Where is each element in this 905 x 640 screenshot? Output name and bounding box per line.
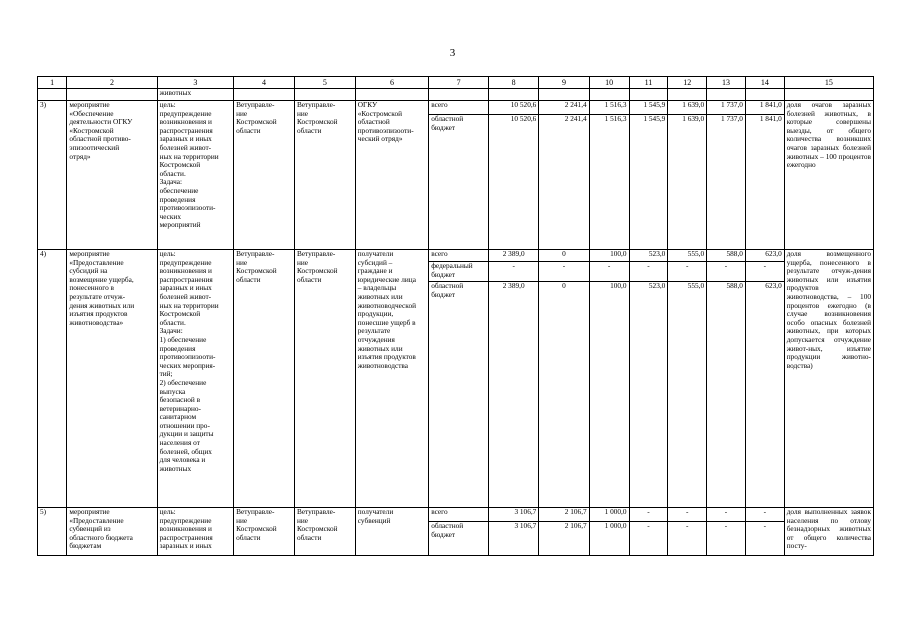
measure-cell: мероприятие «Обеспечение деятельности ОГКУ «Костромской областной противо- эпизоотический отряд»	[67, 101, 157, 250]
responsible-cell: Ветуправле- ние Костромской области	[234, 250, 295, 508]
value-cell: -	[707, 508, 746, 522]
funding-source: федеральный бюджет	[429, 262, 489, 282]
header-cell: 10	[589, 77, 629, 89]
value-cell: -	[745, 262, 784, 282]
goal-cell: цель: предупреждение возникновения и распространения заразных и иных болезней живот- ных на территории Костромской области. Задачи: 1) обеспечение проведения противоэпизооти- ческих мероприя- тий; 2) обеспечение выпуска безопасной в ветеринарно- санитарном отношении про- дукции и защиты населения от болезней, общих для человека и животных	[157, 250, 234, 508]
table-row	[38, 250, 874, 262]
value-cell: 1 737,0	[707, 115, 746, 250]
funding-source: областной бюджет	[429, 522, 489, 556]
value-cell: 1 545,9	[629, 115, 668, 250]
indicator-cell: доля очагов заразных болезней животных, в которые совершены выезды, от общего количества возникших очагов заразных болезней животных – 100 процентов ежегодно	[784, 101, 873, 250]
header-cell: 4	[234, 77, 295, 89]
value-cell: -	[707, 262, 746, 282]
value-cell: 3 106,7	[488, 522, 538, 556]
value-cell: 0	[539, 250, 589, 262]
responsible-cell: Ветуправле- ние Костромской области	[234, 101, 295, 250]
table-row	[38, 101, 874, 115]
value-cell: 10 520,6	[488, 101, 538, 115]
header-cell: 11	[629, 77, 668, 89]
value-cell: 3 106,7	[488, 508, 538, 522]
continuation-row	[38, 89, 874, 101]
header-cell: 15	[784, 77, 873, 89]
value-cell: -	[707, 522, 746, 556]
funding-source: всего	[429, 101, 489, 115]
value-cell: -	[745, 522, 784, 556]
value-cell: 1 841,0	[745, 101, 784, 115]
value-cell: 1 000,0	[589, 508, 629, 522]
value-cell: 1 737,0	[707, 101, 746, 115]
indicator-cell: доля выполненных заявок населения по отлову безнадзорных животных от общего количества посту-	[784, 508, 873, 556]
funding-source: всего	[429, 508, 489, 522]
value-cell: 100,0	[589, 282, 629, 508]
row-number: 4)	[38, 250, 67, 508]
value-cell: 2 389,0	[488, 250, 538, 262]
coexecutor-cell: Ветуправле- ние Костромской области	[294, 508, 355, 556]
table-row	[38, 508, 874, 522]
page-number: 3	[449, 47, 456, 59]
measure-cell: мероприятие «Предоставление субсидий на возмещение ущерба, понесенного в результате отчуж- дения животных или изъятия продуктов животноводства»	[67, 250, 157, 508]
header-cell: 6	[355, 77, 428, 89]
value-cell: -	[668, 508, 707, 522]
header-cell: 2	[67, 77, 157, 89]
value-cell: -	[629, 262, 668, 282]
row-number: 3)	[38, 101, 67, 250]
header-cell: 13	[707, 77, 746, 89]
value-cell: 1 841,0	[745, 115, 784, 250]
value-cell: -	[539, 262, 589, 282]
goal-cell: цель: предупреждение возникновения и распространения заразных и иных болезней живот- ных на территории Костромской области. Задача: обеспечение проведения противоэпизооти- ческих мероприятий	[157, 101, 234, 250]
value-cell: 1 516,3	[589, 115, 629, 250]
funding-source: областной бюджет	[429, 282, 489, 508]
value-cell: -	[629, 508, 668, 522]
value-cell: -	[629, 522, 668, 556]
value-cell: -	[745, 508, 784, 522]
value-cell: 2 389,0	[488, 282, 538, 508]
header-cell: 1	[38, 77, 67, 89]
value-cell: 1 639,0	[668, 115, 707, 250]
header-cell: 12	[668, 77, 707, 89]
participant-cell: получатели субсидий – граждане и юридические лица – владельцы животных или животноводческой продукции, понесшие ущерб в результате отчуждения животных или изъятия продуктов животноводства	[355, 250, 428, 508]
responsible-cell: Ветуправле- ние Костромской области	[234, 508, 295, 556]
value-cell: 0	[539, 282, 589, 508]
value-cell: 623,0	[745, 250, 784, 262]
row-number: 5)	[38, 508, 67, 556]
value-cell: 1 639,0	[668, 101, 707, 115]
value-cell: -	[589, 262, 629, 282]
value-cell: 2 106,7	[539, 508, 589, 522]
header-cell: 3	[157, 77, 234, 89]
value-cell: 523,0	[629, 250, 668, 262]
value-cell: -	[668, 522, 707, 556]
value-cell: 588,0	[707, 250, 746, 262]
header-cell: 5	[294, 77, 355, 89]
value-cell: 1 000,0	[589, 522, 629, 556]
value-cell: 2 106,7	[539, 522, 589, 556]
value-cell: 1 516,3	[589, 101, 629, 115]
coexecutor-cell: Ветуправле- ние Костромской области	[294, 250, 355, 508]
header-cell: 9	[539, 77, 589, 89]
value-cell: 2 241,4	[539, 115, 589, 250]
funding-source: всего	[429, 250, 489, 262]
value-cell: 588,0	[707, 282, 746, 508]
continuation-text: животных	[157, 89, 234, 101]
value-cell: -	[668, 262, 707, 282]
program-table	[37, 76, 874, 556]
indicator-cell: доля возмещенного ущерба, понесенного в результате отчуж-дения животных или изъятия продуктов животноводства, – 100 процентов ежегодно (в случае возникновения особо опасных болезней животных, при которых допускается отчуждение живот-ных, изъятие продукции животно-водства)	[784, 250, 873, 508]
coexecutor-cell: Ветуправле- ние Костромской области	[294, 101, 355, 250]
value-cell: 623,0	[745, 282, 784, 508]
value-cell: 10 520,6	[488, 115, 538, 250]
header-cell: 8	[488, 77, 538, 89]
participant-cell: ОГКУ «Костромской областной противоэпизооти- ческий отряд»	[355, 101, 428, 250]
header-cell: 7	[429, 77, 489, 89]
value-cell: 1 545,9	[629, 101, 668, 115]
value-cell: 555,0	[668, 282, 707, 508]
funding-source: областной бюджет	[429, 115, 489, 250]
goal-cell: цель: предупреждение возникновения и распространения заразных и иных	[157, 508, 234, 556]
header-row	[38, 77, 874, 89]
measure-cell: мероприятие «Предоставление субвенций из областного бюджета бюджетам	[67, 508, 157, 556]
value-cell: 555,0	[668, 250, 707, 262]
value-cell: 2 241,4	[539, 101, 589, 115]
value-cell: -	[488, 262, 538, 282]
participant-cell: получатели субвенций	[355, 508, 428, 556]
value-cell: 523,0	[629, 282, 668, 508]
value-cell: 100,0	[589, 250, 629, 262]
header-cell: 14	[745, 77, 784, 89]
